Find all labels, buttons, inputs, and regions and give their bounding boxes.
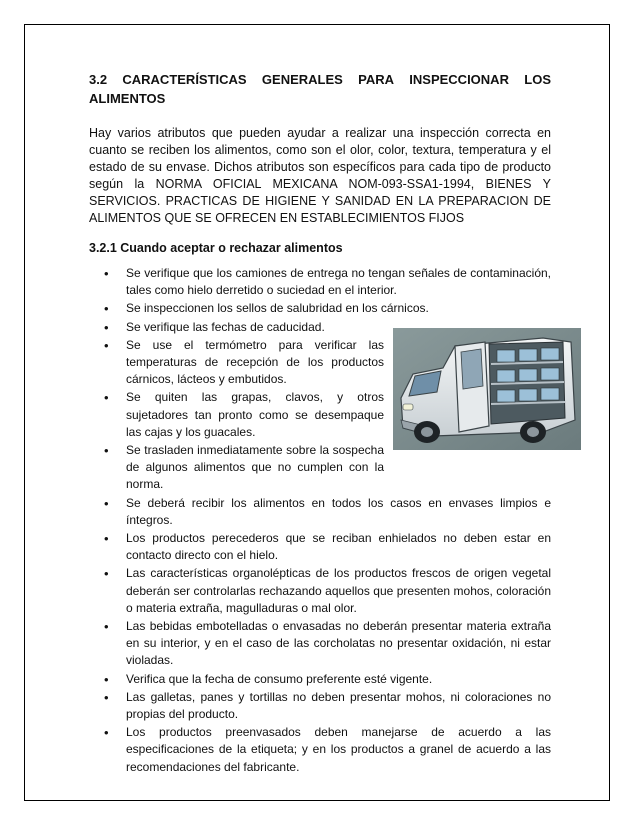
bullet-icon: • [104,689,109,705]
heading-word: GENERALES [261,72,343,87]
list-item-text: Se trasladen inmediatamente sobre la sospecha de algunos alimentos que no cumplen con la norma. [126,443,384,492]
section-heading [89,70,551,108]
list-item [89,689,551,723]
bullet-icon: • [104,390,109,406]
list-item [89,265,551,299]
delivery-van-icon [393,328,581,450]
list-item-text: Verifica que la fecha de consumo preferente esté vigente. [126,671,433,686]
section-heading-line-2: ALIMENTOS [89,91,166,106]
list-item-text: Los productos preenvasados deben manejarse de acuerdo a las especificaciones de la etiqueta; y en los productos a granel de acuerdo a las recomendaciones del fabricante. [126,725,551,774]
list-item [89,337,384,389]
bullet-icon: • [104,671,109,687]
list-item-text: Los productos perecederos que se reciban enhielados no deben estar en contacto directo con el hielo. [126,531,551,563]
list-item-text: Se verifique que los camiones de entrega no tengan señales de contaminación, tales como hielo derretido o suciedad en el interior. [126,266,551,298]
list-item-text: Se verifique las fechas de caducidad. [126,319,325,334]
bullet-icon: • [104,725,109,741]
list-item [89,442,384,494]
bullet-icon: • [104,266,109,281]
heading-word: LOS [524,72,551,87]
heading-word: CARACTERÍSTICAS [122,72,247,87]
list-item-text: Se quiten las grapas, clavos, y otros sujetadores tan pronto como se desempaque las cajas y los guacales. [126,390,384,439]
bullet-icon: • [104,337,109,353]
list-item [89,530,551,564]
bullet-icon: • [104,301,109,317]
bullet-icon: • [104,619,109,635]
list-item [89,671,551,688]
list-item-text: Se deberá recibir los alimentos en todos los casos en envases limpios e íntegros. [126,495,551,527]
section-heading-line-1 [89,70,551,89]
list-item [89,724,551,776]
bullet-icon: • [104,319,109,335]
list-item-text: Las bebidas embotelladas o envasadas no deberán presentar materia extraña en su interior, y en el caso de las corcholatas no presentar oxidación, ni estar violadas. [126,619,551,668]
list-item-text: Se use el termómetro para verificar las temperaturas de recepción de los productos cárnicos, lácteos y embutidos. [126,337,384,387]
list-item [89,565,551,617]
list-item [89,389,384,441]
intro-paragraph: Hay varios atributos que pueden ayudar a realizar una inspección correcta en cuanto se reciben los alimentos, como son el olor, color, textura, temperatura y el estado de su envase. Dichos atributos son específicos para cada tipo de producto según la NORMA OFICIAL MEXICANA NOM-093-SSA1-1994, BIENES Y SERVICIOS. PRACTICAS DE HIGIENE Y SANIDAD EN LA PREPARACION DE ALIMENTOS QUE SE OFRECEN EN ESTABLECIMIENTOS FIJOS [89,126,551,225]
heading-word: INSPECCIONAR [409,72,509,87]
list-item [89,618,551,670]
list-item-text: Las características organolépticas de los productos frescos de origen vegetal deberán ser controlarlas rechazando aquellos que presenten mohos, coloración o materia extraña, magulladuras o mal olor. [126,566,551,615]
list-item-text: Se inspeccionen los sellos de salubridad en los cárnicos. [126,301,429,316]
list-item [89,300,551,317]
list-item [89,495,551,529]
bullet-icon: • [104,443,109,459]
delivery-van-illustration [393,328,581,450]
list-item-text: Las galletas, panes y tortillas no deben presentar mohos, ni coloraciones no propias del producto. [126,689,551,722]
subsection-heading: 3.2.1 Cuando aceptar o rechazar alimentos [89,241,343,255]
heading-number: 3.2 [89,72,108,87]
bullet-icon: • [104,531,109,547]
bullet-icon: • [104,566,109,582]
heading-word: PARA [358,72,394,87]
bullet-icon: • [104,495,109,511]
